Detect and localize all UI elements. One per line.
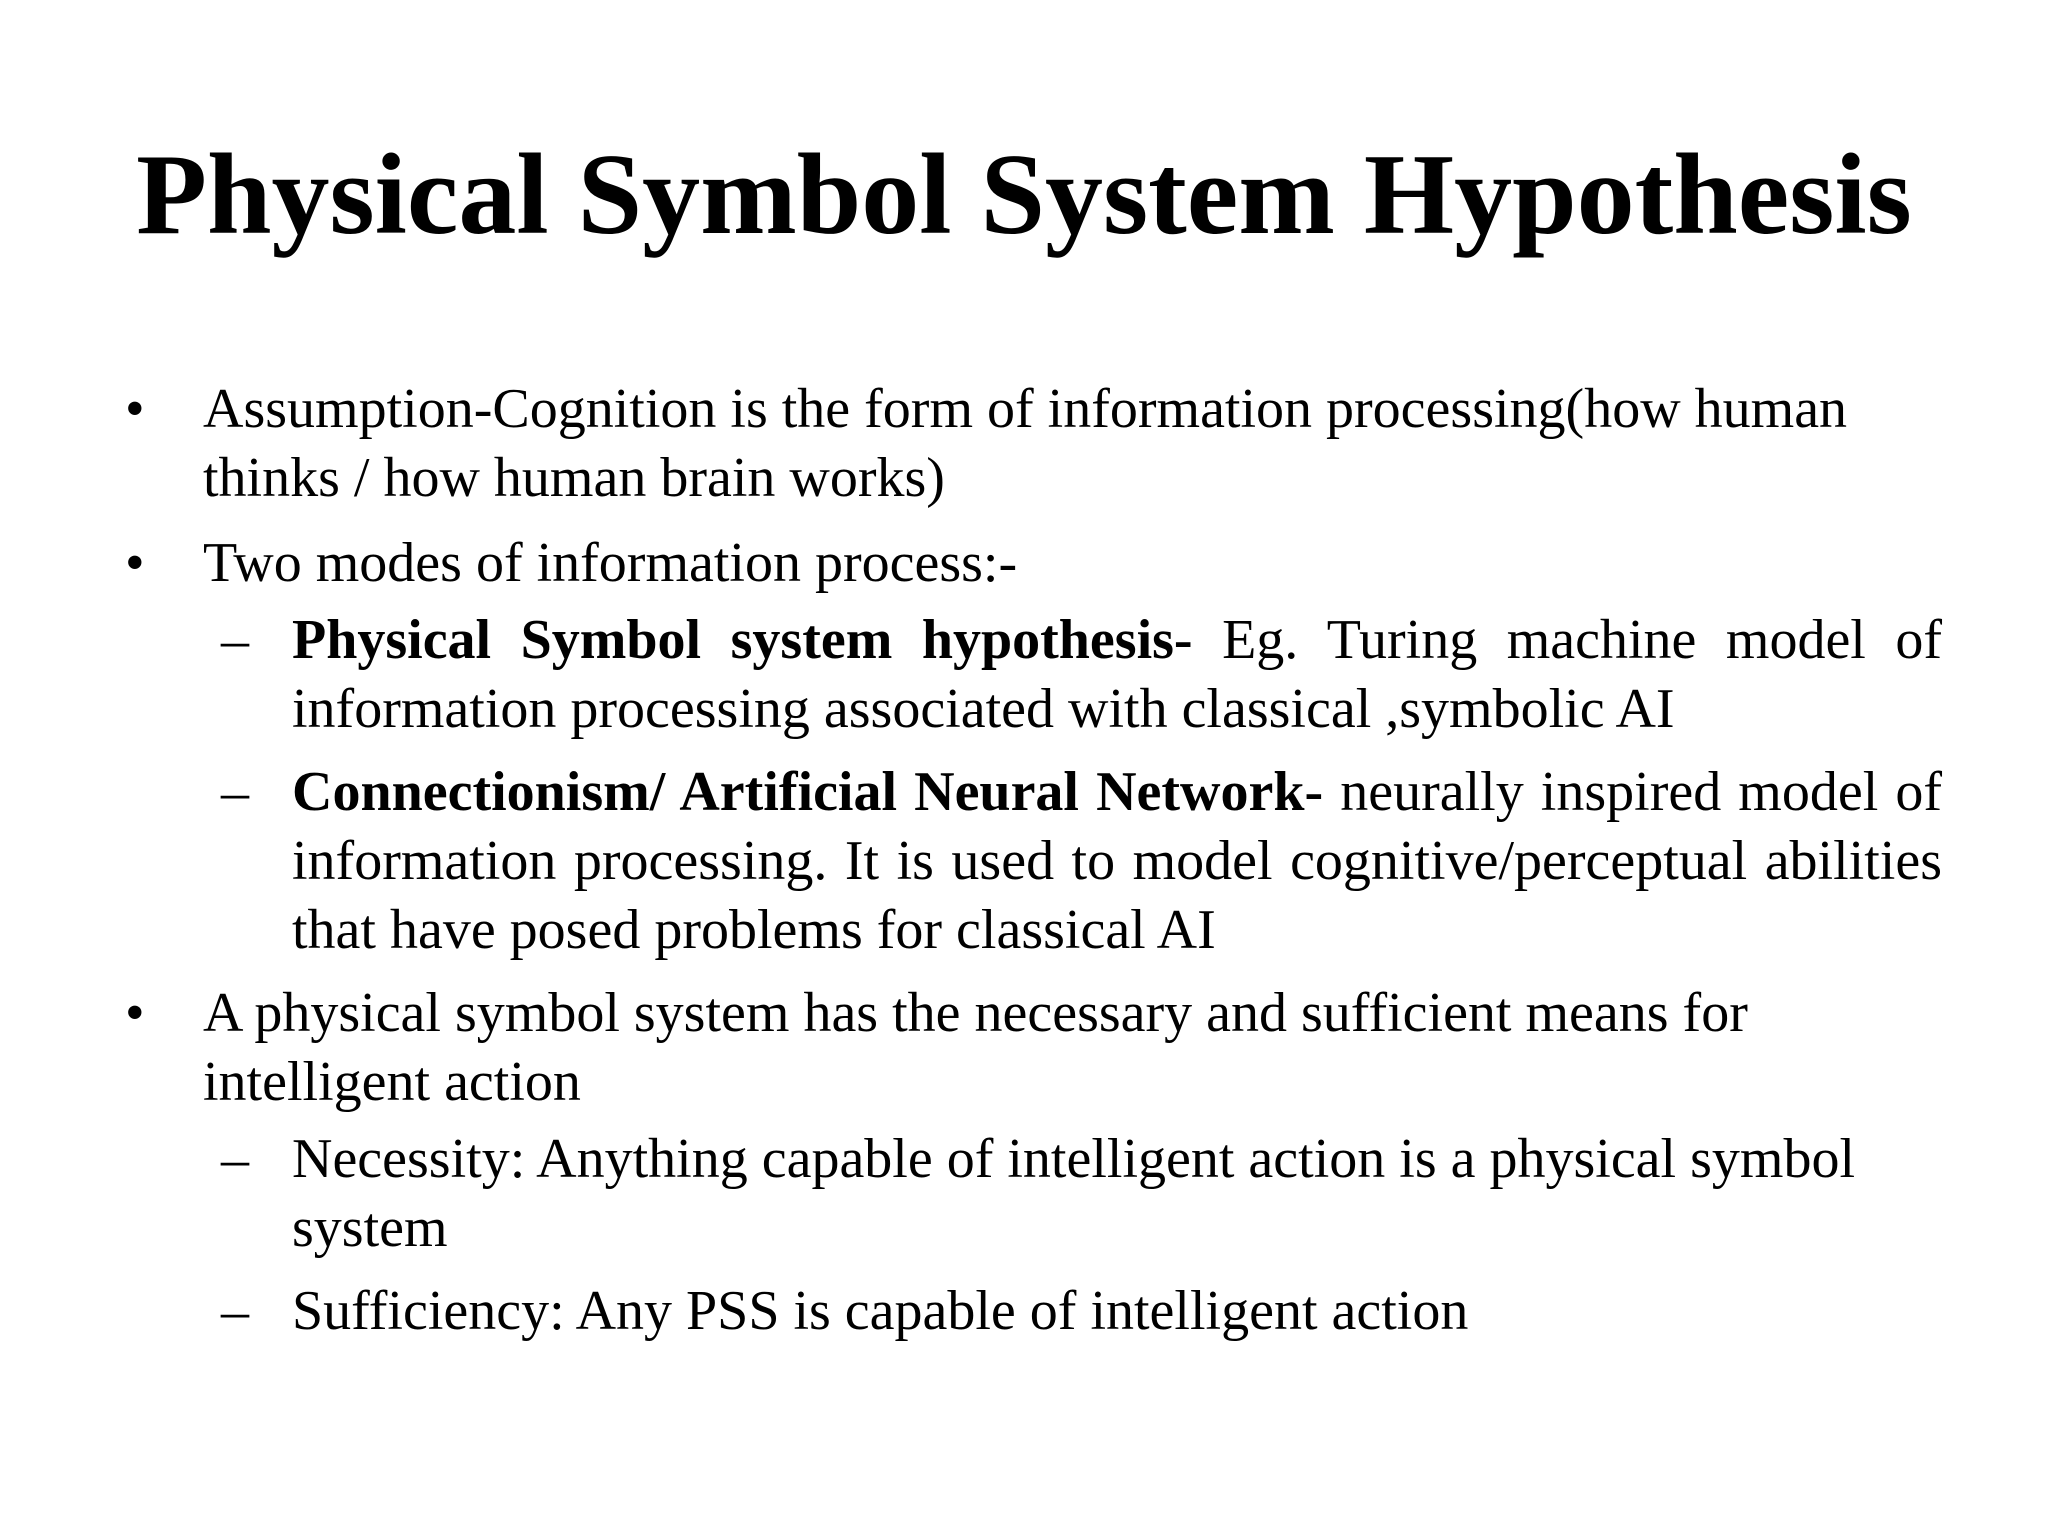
sub-item-text: neurally inspired model of information processing. It is used to model cognitive/perceptual abilities that have posed problems for classical AI <box>292 761 1943 961</box>
sub-item-text: Eg. Turing machine model of information processing associated with classical ,symbolic AI <box>292 609 1942 740</box>
bullet-text: A physical symbol system has the necessary and sufficient means for intelligent action <box>203 982 1748 1113</box>
sub-item <box>221 606 1942 744</box>
sub-item-term: Physical Symbol system hypothesis- <box>292 609 1193 671</box>
bullet-text: Two modes of information process:- <box>203 532 1018 594</box>
slide-title: Physical Symbol System Hypothesis <box>136 131 1912 259</box>
dash-icon: – <box>221 761 249 823</box>
sub-item-text: Necessity: Anything capable of intelligent action is a physical symbol system <box>292 1128 1855 1259</box>
bullet-text: Assumption-Cognition is the form of information processing(how human thinks / how human brain works) <box>203 378 1848 509</box>
bullet-icon: • <box>125 982 145 1044</box>
sub-item <box>221 1125 1942 1263</box>
bullet-icon: • <box>125 532 145 594</box>
slide-body <box>120 375 1943 1360</box>
sub-item <box>221 1277 1942 1346</box>
bullet-item <box>120 529 1940 598</box>
bullet-item <box>120 979 1903 1117</box>
sub-item <box>221 758 1943 965</box>
dash-icon: – <box>221 609 249 671</box>
dash-icon: – <box>221 1280 249 1342</box>
sub-item-text: Sufficiency: Any PSS is capable of intelligent action <box>292 1280 1469 1342</box>
sub-item-term: Connectionism/ Artificial Neural Network- <box>292 761 1324 823</box>
bullet-item <box>120 375 1940 513</box>
dash-icon: – <box>221 1128 249 1190</box>
bullet-icon: • <box>125 378 145 440</box>
